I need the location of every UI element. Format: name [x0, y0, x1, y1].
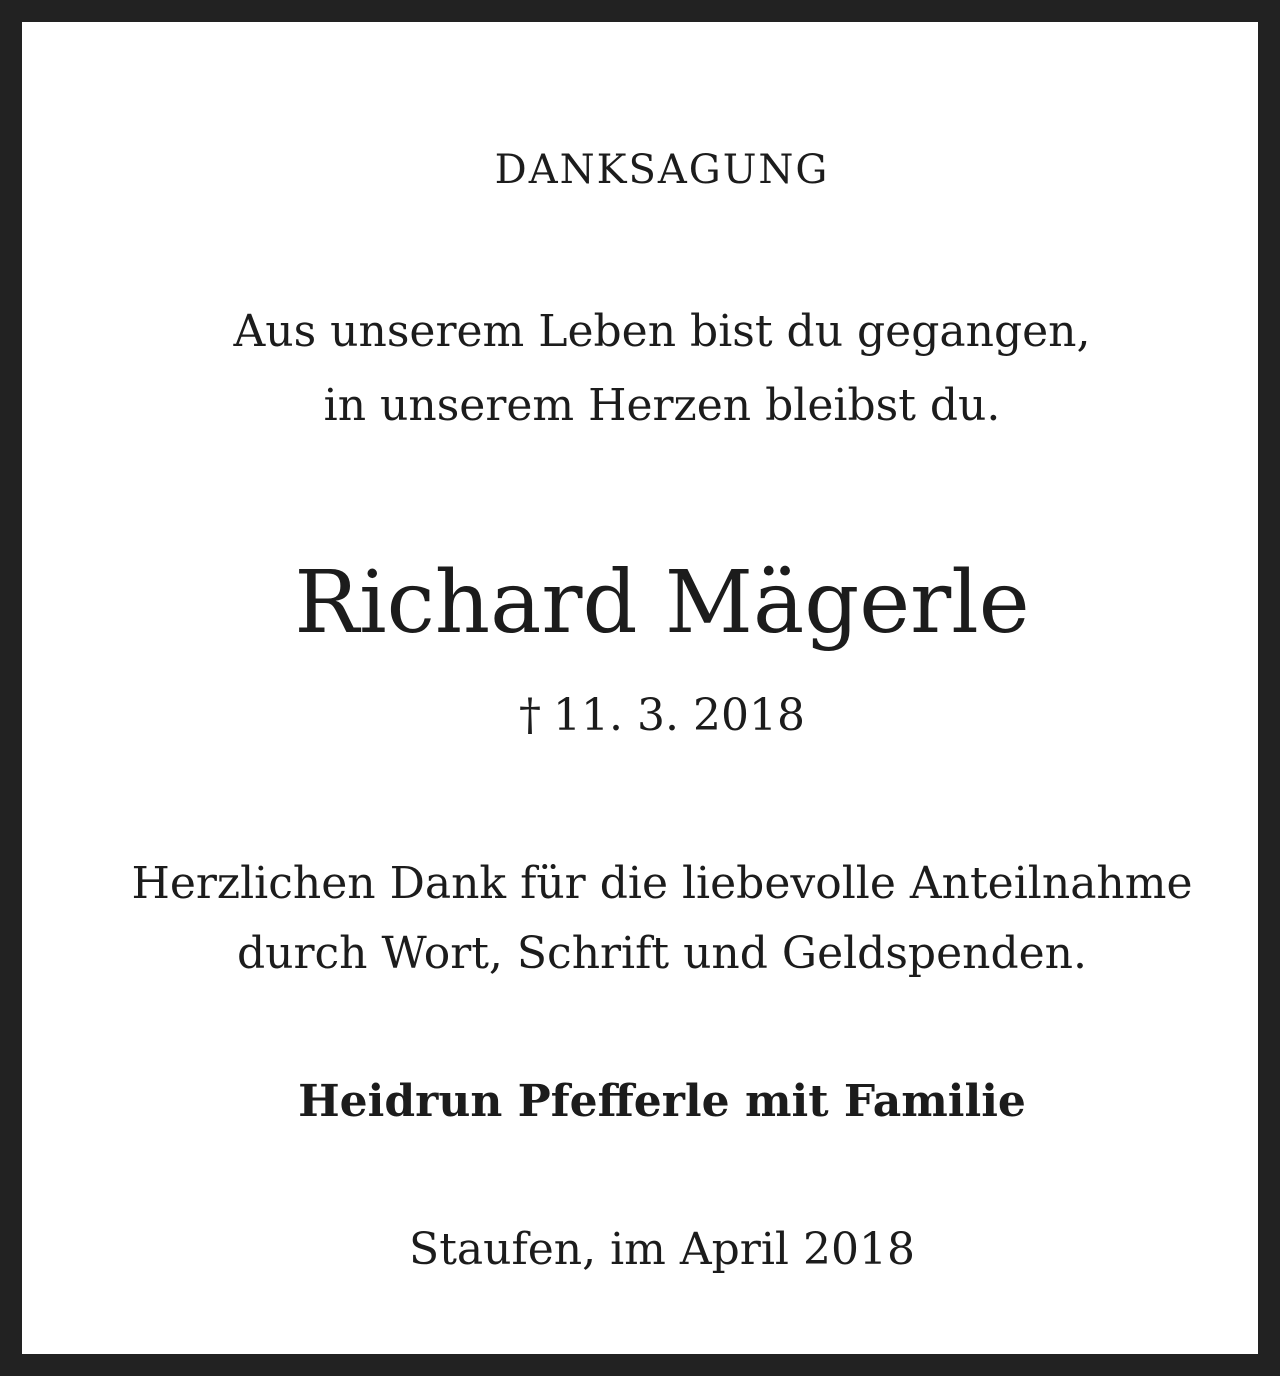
- deceased-name: Richard Mägerle: [294, 553, 1030, 653]
- verse-line-1: Aus unserem Leben bist du gegangen,: [233, 306, 1091, 357]
- thanks-line-1: Herzlichen Dank für die liebevolle Anteilnahme: [131, 858, 1193, 909]
- thanks-line-2: durch Wort, Schrift und Geldspenden.: [236, 928, 1087, 979]
- place-date: Staufen, im April 2018: [409, 1224, 915, 1275]
- cross-icon: †: [519, 690, 542, 741]
- verse-line-2: in unserem Herzen bleibst du.: [323, 380, 1001, 431]
- signer: Heidrun Pfefferle mit Familie: [298, 1076, 1026, 1127]
- notice-heading: DANKSAGUNG: [494, 147, 830, 193]
- death-date-line: [22, 690, 1280, 741]
- death-date: 11. 3. 2018: [553, 690, 805, 741]
